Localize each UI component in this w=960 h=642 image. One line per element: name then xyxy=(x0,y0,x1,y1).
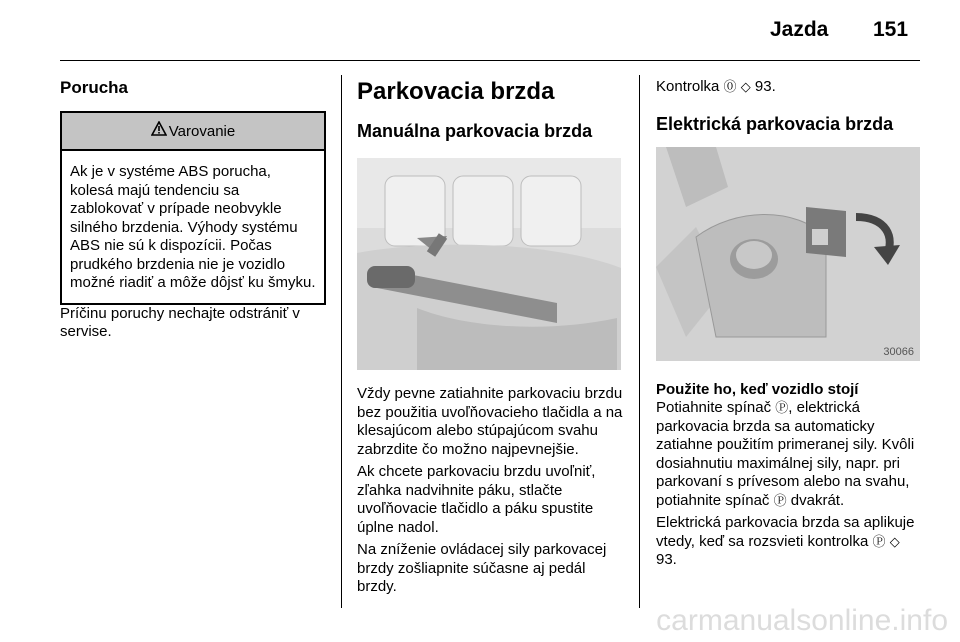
warning-triangle-icon xyxy=(151,121,167,141)
parking-brake-switch-icon: Ⓟ xyxy=(773,492,787,508)
brake-warning-icon: ⓪ xyxy=(723,79,737,94)
column-1 xyxy=(60,78,326,342)
reference-line xyxy=(656,78,922,97)
paragraph: Na zníženie ovládacej sily parkovacej brzdy zošliapnite súčasne aj pedál brzdy. xyxy=(357,541,607,595)
page-ref-arrow-icon: ◇ xyxy=(889,533,900,549)
parking-brake-switch-icon: Ⓟ xyxy=(775,400,789,415)
section-heading: Porucha xyxy=(60,78,129,97)
column-2 xyxy=(357,78,623,597)
column-3 xyxy=(656,78,922,570)
column-divider-2 xyxy=(639,75,640,608)
warning-title: Varovanie xyxy=(168,122,236,140)
subheading: Elektrická parkovacia brzda xyxy=(656,113,894,134)
text-span: Elektrická parkovacia brzda sa aplikuje vtedy, keď sa rozsvieti kontrolka xyxy=(656,514,915,550)
figure-code: 30066 xyxy=(883,345,914,358)
header-title: Jazda xyxy=(770,18,829,41)
ref-text: Kontrolka xyxy=(656,78,720,95)
page-number: 151 xyxy=(873,18,909,41)
subheading: Manuálna parkovacia brzda xyxy=(357,121,593,141)
column-divider-1 xyxy=(341,75,342,608)
page-ref[interactable]: 93. xyxy=(754,78,776,95)
watermark: carmanualsonline.info xyxy=(656,604,948,637)
electric-brake-illustration xyxy=(656,147,920,361)
text-span: Potiahnite spínač xyxy=(656,399,772,416)
bold-lead: Použite ho, keď vozidlo stojí xyxy=(656,380,859,398)
text-span: dvakrát. xyxy=(790,491,845,509)
paragraph: Ak chcete parkovaciu brzdu uvoľniť, zľahka nadvihnite páku, stlačte uvoľňovacie tlačidlo a páku spustite úplne nadol. xyxy=(357,463,596,536)
warning-box xyxy=(60,111,326,305)
page-ref[interactable]: 93. xyxy=(656,551,677,568)
handbrake-illustration xyxy=(357,158,621,370)
warning-text: Ak je v systéme ABS porucha, kolesá majú tendenciu sa zablokovať v prípade neobvykle silného brzdenia. Výhody systému ABS nie sú k dispozícii. Počas prudkého brzdenia nie je vozidlo možné riadiť a môže dôjsť ku šmyku. xyxy=(70,163,316,291)
chapter-title: Parkovacia brzda xyxy=(357,78,555,105)
header-rule xyxy=(60,60,920,61)
paragraph: Vždy pevne zatiahnite parkovaciu brzdu bez použitia uvoľňovacieho tlačidla a na klesajúcom alebo stúpajúcom svahu zabrzdite čo možno najpevnejšie. xyxy=(357,385,623,458)
paragraph xyxy=(656,514,922,570)
text-span: , elektrická parkovacia brzda sa automaticky zatiahne použitím primeranej sily. Kvôli dosiahnutiu maximálnej sily, napr. pri parkovaní s prívesom alebo na svahu, potiahnite spínač xyxy=(656,399,915,509)
page-ref-arrow-icon: ◇ xyxy=(740,79,751,94)
paragraph: Príčinu poruchy nechajte odstrániť v servise. xyxy=(60,304,300,340)
paragraph xyxy=(656,399,922,510)
parking-brake-lamp-icon: Ⓟ xyxy=(872,533,886,549)
warning-header xyxy=(62,113,324,151)
